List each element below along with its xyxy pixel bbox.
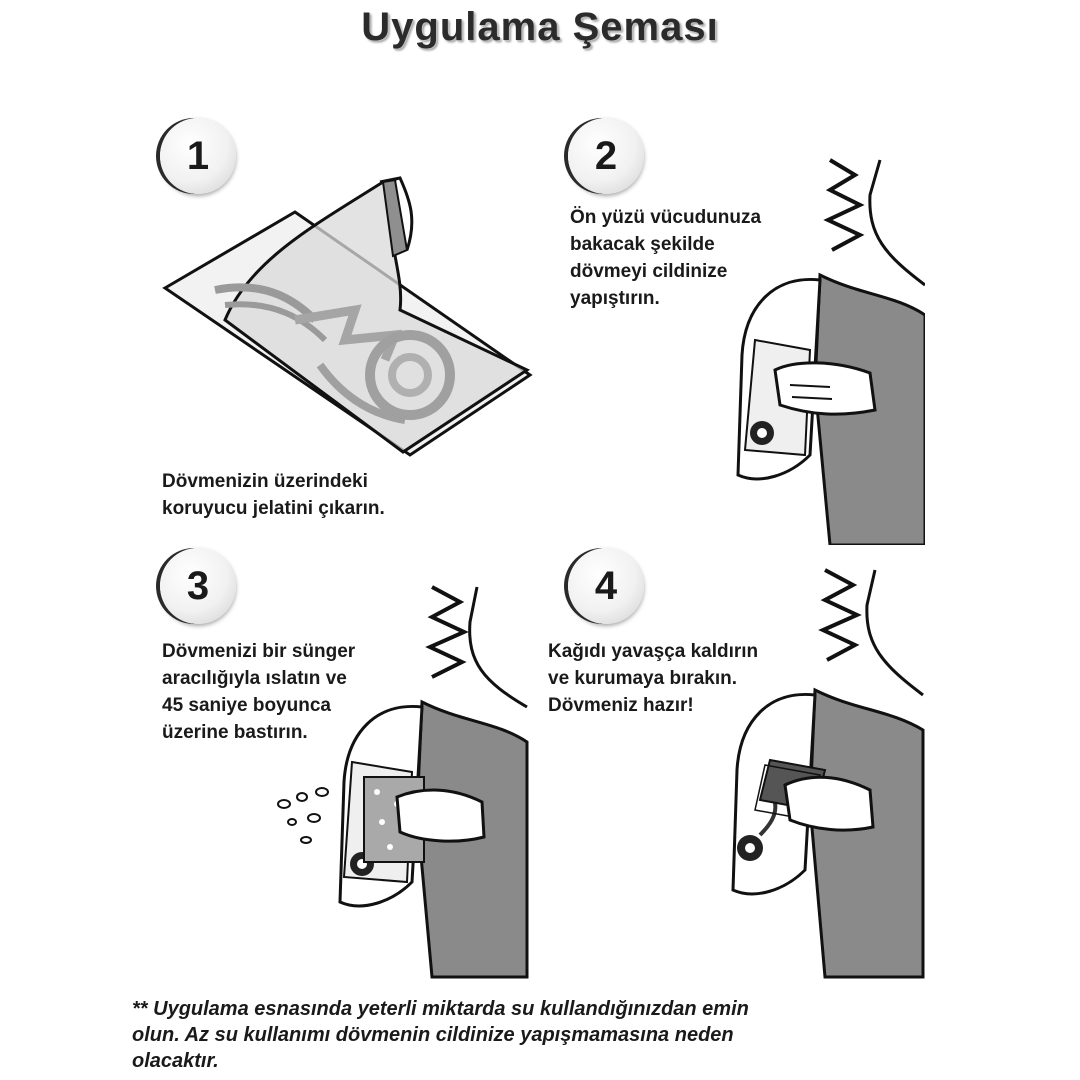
step-3-line: Dövmenizi bir sünger: [162, 641, 356, 662]
footnote-line: olun. Az su kullanımı dövmenin cildinize yapışmamasına neden: [132, 1024, 734, 1046]
step-4-text: [548, 638, 758, 719]
step-1-line: Dövmenizin üzerindeki: [162, 471, 368, 492]
step-2-line: Ön yüzü vücudunuza: [570, 207, 762, 228]
paper-peel-icon: [715, 565, 925, 980]
step-4-line: Kağıdı yavaşça kaldırın: [548, 641, 759, 662]
step-3-number: 3: [186, 563, 210, 608]
step-2-badge: [568, 118, 644, 194]
step-2-line: yapıştırın.: [570, 288, 660, 309]
step-3-line: üzerine bastırın.: [162, 722, 308, 743]
step-1-number: 1: [186, 133, 210, 178]
step-3-badge: [160, 548, 236, 624]
step-3-text: [162, 638, 355, 746]
step-3-line: 45 saniye boyunca: [162, 695, 331, 716]
step-1-line: koruyucu jelatini çıkarın.: [162, 498, 385, 519]
step-2-number: 2: [594, 133, 618, 178]
step-4-number: 4: [594, 563, 618, 608]
step-3-line: aracılığıyla ıslatın ve: [162, 668, 347, 689]
step-1-text: [162, 468, 385, 522]
footnote: [132, 996, 1032, 1074]
footnote-line: olacaktır.: [132, 1050, 219, 1072]
step-2-line: bakacak şekilde: [570, 234, 715, 255]
step-4-badge: [568, 548, 644, 624]
page-title: Uygulama Şeması: [361, 5, 719, 49]
step-2-text: [570, 204, 761, 312]
step-4-line: Dövmeniz hazır!: [548, 695, 694, 716]
step-4-line: ve kurumaya bırakın.: [548, 668, 738, 689]
footnote-line: ** Uygulama esnasında yeterli miktarda su kullandığınızdan emin: [132, 998, 749, 1020]
step-2-line: dövmeyi cildinize: [570, 261, 728, 282]
tattoo-sheet-icon: [155, 170, 535, 470]
